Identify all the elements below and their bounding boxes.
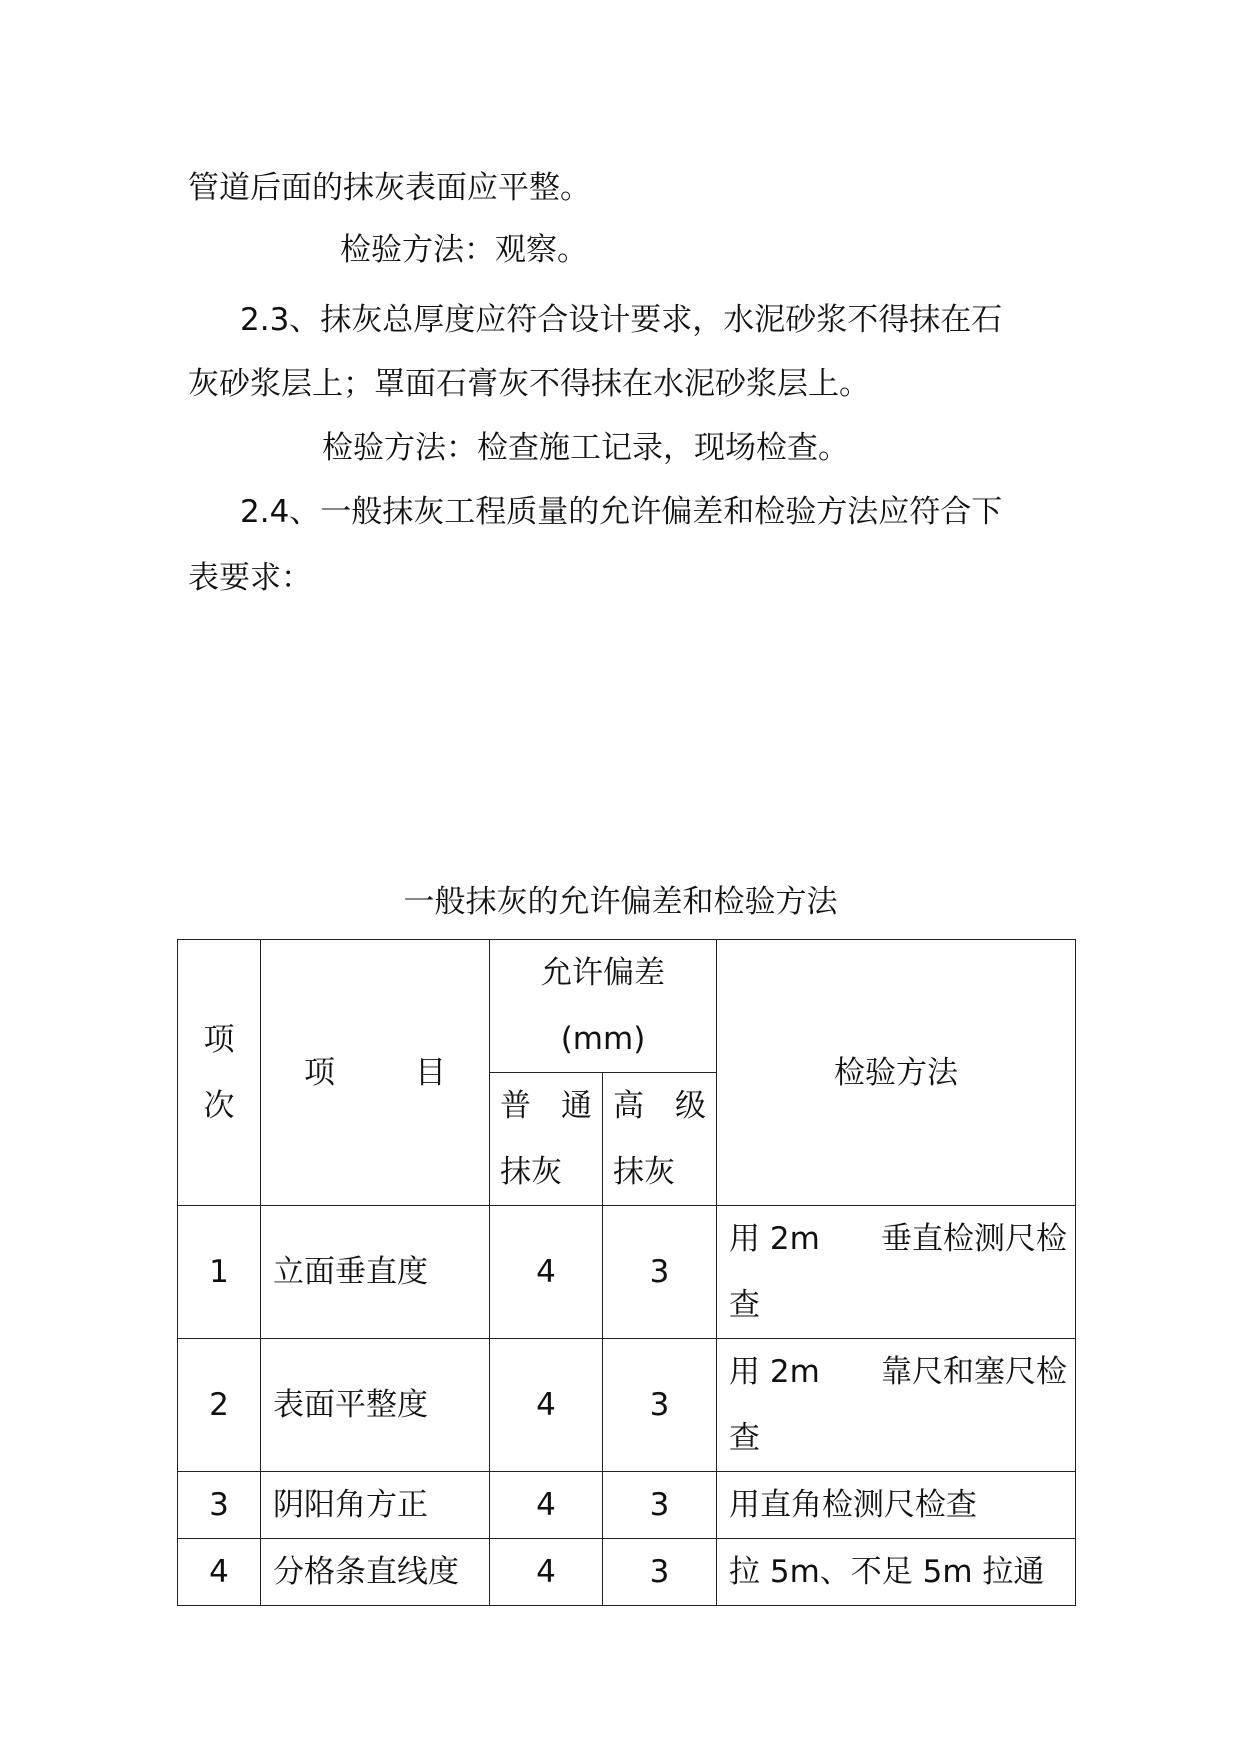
header-method: 检验方法	[717, 940, 1076, 1206]
row-high-value: 3	[603, 1472, 717, 1539]
table-title: 一般抹灰的允许偏差和检验方法	[403, 884, 838, 920]
header-index	[178, 940, 261, 1206]
row-method-a: 用 2m	[729, 1221, 820, 1257]
row-index: 1	[178, 1206, 261, 1339]
header-deviation-line2: (mm)	[560, 1021, 646, 1057]
deviation-table	[177, 939, 1076, 1606]
table-row	[178, 1206, 1076, 1339]
row-method-c: 查	[729, 1420, 760, 1456]
header-normal-b: 通	[561, 1088, 592, 1124]
clause-2-3-line-2: 灰砂浆层上；罩面石膏灰不得抹在水泥砂浆层上。	[188, 366, 870, 402]
row-item: 立面垂直度	[261, 1206, 490, 1339]
row-normal-value: 4	[490, 1206, 603, 1339]
row-item: 表面平整度	[261, 1339, 490, 1472]
row-method-b: 靠尺和塞尺检	[881, 1354, 1067, 1390]
table-header-row-1	[178, 940, 1076, 1073]
header-high-a: 高	[613, 1088, 644, 1124]
header-deviation-line1: 允许偏差	[541, 955, 665, 991]
table-row	[178, 1539, 1076, 1606]
header-index-top: 项	[203, 1021, 235, 1058]
row-method-b: 垂直检测尺检	[881, 1221, 1067, 1257]
header-normal-a: 普	[500, 1088, 531, 1124]
header-high-plaster	[603, 1073, 717, 1206]
row-method: 用直角检测尺检查	[717, 1472, 1076, 1539]
header-item-b: 目	[415, 1054, 446, 1091]
clause-2-4-line-2: 表要求：	[188, 560, 312, 596]
header-high-c: 抹灰	[613, 1154, 675, 1190]
inspection-method-observe: 检验方法：观察。	[340, 232, 588, 268]
paragraph-line-1: 管道后面的抹灰表面应平整。	[188, 170, 591, 206]
row-index: 3	[178, 1472, 261, 1539]
row-method-c: 查	[729, 1287, 760, 1323]
row-method: 拉 5m、不足 5m 拉通	[717, 1539, 1076, 1606]
row-high-value: 3	[603, 1539, 717, 1606]
inspection-method-records: 检验方法：检查施工记录，现场检查。	[322, 430, 849, 466]
clause-2-4-line-1: 2.4、一般抹灰工程质量的允许偏差和检验方法应符合下	[240, 494, 1003, 530]
header-high-b: 级	[675, 1088, 706, 1124]
row-item: 分格条直线度	[261, 1539, 490, 1606]
row-index: 2	[178, 1339, 261, 1472]
row-normal-value: 4	[490, 1339, 603, 1472]
header-index-bottom: 次	[203, 1087, 235, 1124]
row-normal-value: 4	[490, 1472, 603, 1539]
row-method	[717, 1206, 1076, 1339]
table-row	[178, 1472, 1076, 1539]
row-method-a: 用 2m	[729, 1354, 820, 1390]
clause-2-3-line-1: 2.3、抹灰总厚度应符合设计要求，水泥砂浆不得抹在石	[240, 302, 1003, 338]
header-normal-c: 抹灰	[500, 1154, 562, 1190]
header-normal-plaster	[490, 1073, 603, 1206]
header-item-a: 项	[304, 1054, 335, 1091]
table-row	[178, 1339, 1076, 1472]
row-index: 4	[178, 1539, 261, 1606]
header-item	[261, 940, 490, 1206]
row-high-value: 3	[603, 1339, 717, 1472]
row-normal-value: 4	[490, 1539, 603, 1606]
header-deviation	[490, 940, 717, 1073]
row-high-value: 3	[603, 1206, 717, 1339]
row-method	[717, 1339, 1076, 1472]
row-item: 阴阳角方正	[261, 1472, 490, 1539]
